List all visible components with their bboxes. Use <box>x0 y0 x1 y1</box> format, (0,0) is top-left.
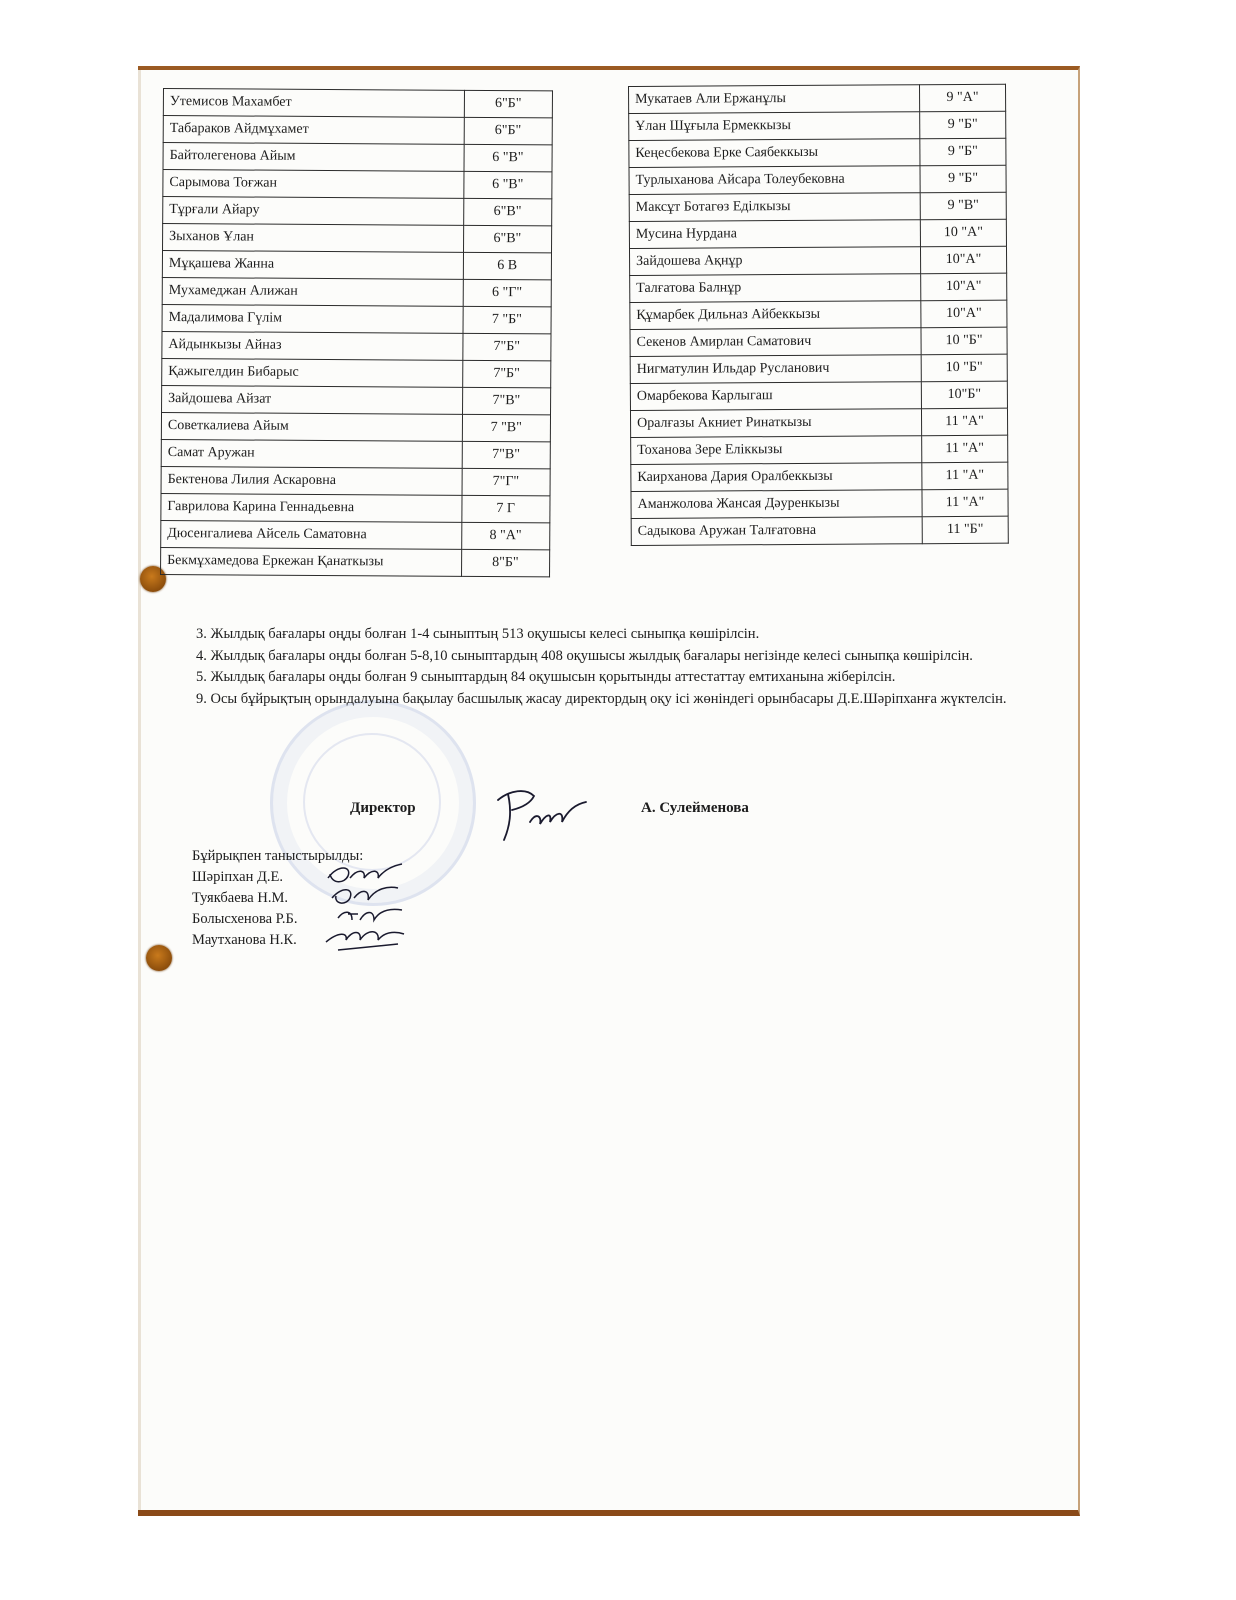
table-row <box>163 116 552 145</box>
class-cell: 6"Б" <box>464 117 553 145</box>
class-cell: 9 "А" <box>919 84 1005 112</box>
student-name-cell: Гаврилова Карина Геннадьевна <box>161 493 462 522</box>
student-name-cell: Ұлан Шұғыла Ермеккызы <box>629 112 920 141</box>
table-row <box>162 251 551 280</box>
class-cell: 7 "В" <box>462 414 551 442</box>
students-table-left <box>160 88 553 577</box>
class-cell: 10 "Б" <box>921 354 1007 382</box>
student-name-cell: Омарбекова Карлыгаш <box>630 382 921 411</box>
student-name-cell: Мадалимова Гүлім <box>162 304 463 333</box>
table-row <box>629 219 1006 248</box>
class-cell: 7"В" <box>462 387 551 415</box>
table-row <box>162 331 551 360</box>
acknowledgement-name: Болысхенова Р.Б. <box>192 911 298 927</box>
table-row <box>630 300 1007 329</box>
student-name-cell: Байтолегенова Айым <box>163 143 464 172</box>
table-row <box>630 381 1007 410</box>
paragraph-3: 3. Жылдық бағалары оңды болған 1-4 сыныптың 513 оқушысы келесі сыныпқа көшірілсін. <box>196 626 760 642</box>
class-cell: 6 В <box>463 252 552 280</box>
table-row <box>162 277 551 306</box>
class-cell: 7"В" <box>462 441 551 469</box>
table-row <box>630 273 1007 302</box>
class-cell: 7 Г <box>461 495 550 523</box>
table-row <box>162 385 551 414</box>
table-row <box>629 84 1006 113</box>
student-name-cell: Оралғазы Акниет Ринаткызы <box>630 409 921 438</box>
table-row <box>631 462 1008 491</box>
table-row <box>162 358 551 387</box>
acknowledgement-name: Туякбаева Н.М. <box>192 890 288 906</box>
table-row <box>161 439 550 468</box>
punch-hole-bottom <box>146 945 172 971</box>
class-cell: 9 "Б" <box>920 138 1006 166</box>
student-name-cell: Максұт Ботагөз Еділкызы <box>629 193 920 222</box>
class-cell: 11 "А" <box>922 435 1008 463</box>
student-name-cell: Қажыгелдин Бибарыс <box>162 358 463 387</box>
student-name-cell: Тұрғали Айару <box>163 197 464 226</box>
table-row <box>631 516 1008 545</box>
student-name-cell: Советкалиева Айым <box>161 412 462 441</box>
table-row <box>161 412 550 441</box>
acknowledgement-heading: Бұйрықпен таныстырылды: <box>192 848 364 864</box>
class-cell: 11 "А" <box>922 489 1008 517</box>
table-row <box>629 165 1006 194</box>
table-row <box>630 408 1007 437</box>
class-cell: 10 "А" <box>920 219 1006 247</box>
student-name-cell: Зайдошева Ақнұр <box>629 247 920 276</box>
class-cell: 10"Б" <box>921 381 1007 409</box>
student-name-cell: Бекмұхамедова Еркежан Қанаткызы <box>161 547 462 576</box>
class-cell: 8"Б" <box>461 549 550 577</box>
student-name-cell: Тоханова Зере Еліккызы <box>631 436 922 465</box>
table-row <box>629 138 1006 167</box>
student-name-cell: Мукатаев Али Ержанұлы <box>629 85 920 114</box>
director-name: А. Сулейменова <box>641 800 749 816</box>
paragraph-9: 9. Осы бұйрықтың орындалуына бақылау басшылық жасау директордың оқу ісі жөніндегі орынбасары Д.Е.Шәріпханға жүктелсін. <box>196 690 1007 707</box>
student-name-cell: Айдынкызы Айназ <box>162 331 463 360</box>
class-cell: 6"В" <box>463 225 552 253</box>
table-row <box>161 520 550 549</box>
table-row <box>163 89 552 118</box>
student-name-cell: Бектенова Лилия Аскаровна <box>161 466 462 495</box>
student-name-cell: Аманжолова Жансая Дәуренкызы <box>631 490 922 519</box>
table-row <box>161 547 550 576</box>
student-name-cell: Садыкова Аружан Талғатовна <box>631 517 922 546</box>
table-row <box>629 246 1006 275</box>
class-cell: 10 "Б" <box>921 327 1007 355</box>
acknowledgement-name: Маутханова Н.К. <box>192 932 297 948</box>
student-name-cell: Секенов Амирлан Саматович <box>630 328 921 357</box>
class-cell: 6 "В" <box>463 171 552 199</box>
student-name-cell: Мұқашева Жанна <box>162 251 463 280</box>
table-row <box>162 304 551 333</box>
class-cell: 7 "Б" <box>463 306 552 334</box>
student-name-cell: Кеңесбекова Ерке Саябеккызы <box>629 139 920 168</box>
table-row <box>629 111 1006 140</box>
student-name-cell: Зыханов Ұлан <box>163 224 464 253</box>
student-name-cell: Самат Аружан <box>161 439 462 468</box>
table-row <box>163 197 552 226</box>
table-row <box>163 170 552 199</box>
student-name-cell: Мухамеджан Алижан <box>162 277 463 306</box>
class-cell: 8 "А" <box>461 522 550 550</box>
class-cell: 11 "А" <box>922 462 1008 490</box>
class-cell: 10"А" <box>921 300 1007 328</box>
director-label: Директор <box>350 800 416 816</box>
class-cell: 11 "А" <box>921 408 1007 436</box>
class-cell: 10"А" <box>920 246 1006 274</box>
director-signature <box>490 782 600 848</box>
order-paragraphs <box>196 626 1024 712</box>
student-name-cell: Құмарбек Дильназ Айбеккызы <box>630 301 921 330</box>
student-name-cell: Сарымова Тоғжан <box>163 170 464 199</box>
table-row <box>631 489 1008 518</box>
acknowledgement-name: Шәріпхан Д.Е. <box>192 869 283 885</box>
student-name-cell: Мусина Нурдана <box>629 220 920 249</box>
class-cell: 7"Г" <box>462 468 551 496</box>
class-cell: 9 "В" <box>920 192 1006 220</box>
student-name-cell: Турлыханова Айсара Толеубековна <box>629 166 920 195</box>
acknowledgement-signatures <box>318 858 418 958</box>
class-cell: 9 "Б" <box>920 165 1006 193</box>
class-cell: 6 "В" <box>464 144 553 172</box>
student-name-cell: Зайдошева Айзат <box>162 385 463 414</box>
class-cell: 10"А" <box>921 273 1007 301</box>
class-cell: 7"Б" <box>462 360 551 388</box>
student-name-cell: Талғатова Балнұр <box>630 274 921 303</box>
table-row <box>630 354 1007 383</box>
table-row <box>163 143 552 172</box>
paragraph-4: 4. Жылдық бағалары оңды болған 5-8,10 сыныптардың 408 оқушысы жылдық бағалары негізінде келесі сыныпқа көшірілсін. <box>196 647 973 664</box>
student-name-cell: Каирханова Дария Оралбеккызы <box>631 463 922 492</box>
table-row <box>161 466 550 495</box>
class-cell: 6"В" <box>463 198 552 226</box>
class-cell: 6"Б" <box>464 90 553 118</box>
class-cell: 7"Б" <box>462 333 551 361</box>
class-cell: 6 "Г" <box>463 279 552 307</box>
paragraph-5: 5. Жылдық бағалары оңды болған 9 сыныптардың 84 оқушысын қорытынды аттестаттау емтиханына жіберілсін. <box>196 669 896 685</box>
class-cell: 11 "Б" <box>922 516 1008 544</box>
table-row <box>630 327 1007 356</box>
student-name-cell: Утемисов Махамбет <box>163 89 464 118</box>
student-name-cell: Дюсенгалиева Айсель Саматовна <box>161 520 462 549</box>
student-name-cell: Табараков Айдмұхамет <box>163 116 464 145</box>
student-name-cell: Нигматулин Ильдар Русланович <box>630 355 921 384</box>
students-table-right <box>628 84 1009 546</box>
table-row <box>631 435 1008 464</box>
table-row <box>629 192 1006 221</box>
table-row <box>163 224 552 253</box>
table-row <box>161 493 550 522</box>
class-cell: 9 "Б" <box>920 111 1006 139</box>
